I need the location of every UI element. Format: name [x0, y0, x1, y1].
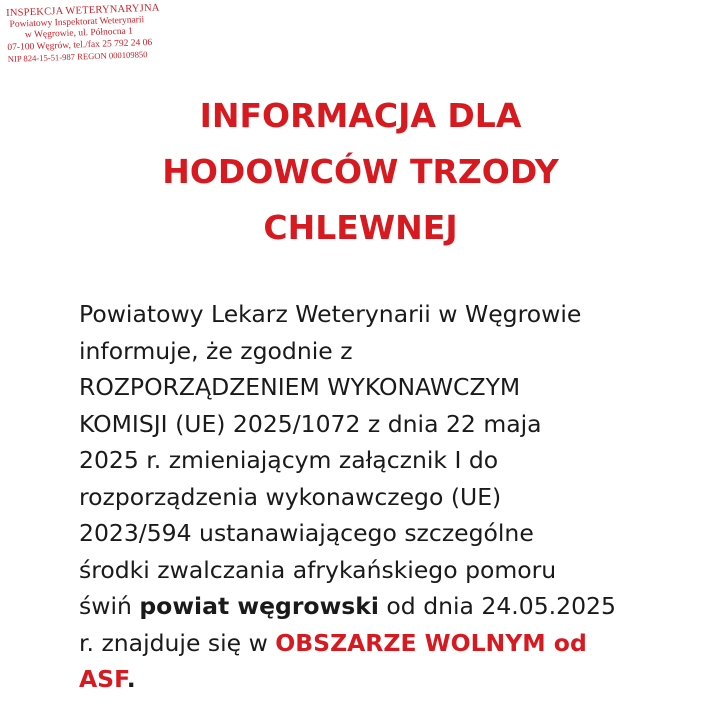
body-line-1: Powiatowy Lekarz Weterynarii w Węgrowie [79, 300, 582, 328]
body-line-2: informuje, że zgodnie z [79, 336, 353, 365]
body-line-4: KOMISJI (UE) 2025/1072 z dnia 22 maja [79, 409, 542, 438]
body-line-3: ROZPORZĄDZENIEM WYKONAWCZYM [79, 373, 521, 401]
stamp-line-inspectorate: Powiatowy Inspektorat Weterynarii [9, 14, 145, 30]
title-line-1: INFORMACJA DLA [199, 96, 522, 135]
body-line-11 [79, 661, 679, 698]
announcement-body [79, 296, 679, 698]
body-text-date: od dnia 24.05.2025 [378, 592, 616, 620]
body-text-pre-district: świń [79, 592, 140, 620]
title-line-2: HODOWCÓW TRZODY [162, 152, 559, 191]
body-line-10 [79, 625, 679, 662]
official-stamp [6, 2, 178, 65]
stamp-line-institution: INSPEKCJA WETERYNARYJNA [6, 2, 160, 19]
stamp-line-phone: 07-100 Węgrów, tel./fax 25 792 24 06 [7, 37, 153, 53]
body-line-8: środki zwalczania afrykańskiego pomoru [79, 555, 557, 584]
stamp-line-address: w Węgrowie, ul. Północna 1 [24, 26, 134, 41]
body-line-5: 2025 r. zmieniającym załącznik I do [79, 446, 499, 474]
asf-label: ASF [79, 665, 127, 693]
free-zone-status: OBSZARZE WOLNYM od [275, 628, 587, 657]
stamp-line-nip-regon: NIP 824-15-51-987 REGON 000109850 [7, 49, 148, 64]
body-line-6: rozporządzenia wykonawczego (UE) [79, 482, 502, 511]
closing-period: . [126, 665, 136, 693]
page-title [0, 88, 721, 256]
body-text-pre-status: r. znajduje się w [79, 628, 276, 657]
title-line-3: CHLEWNEJ [263, 208, 458, 247]
body-line-9 [79, 588, 679, 625]
district-name: powiat węgrowski [139, 592, 379, 620]
body-line-7: 2023/594 ustanawiającego szczególne [79, 519, 534, 547]
